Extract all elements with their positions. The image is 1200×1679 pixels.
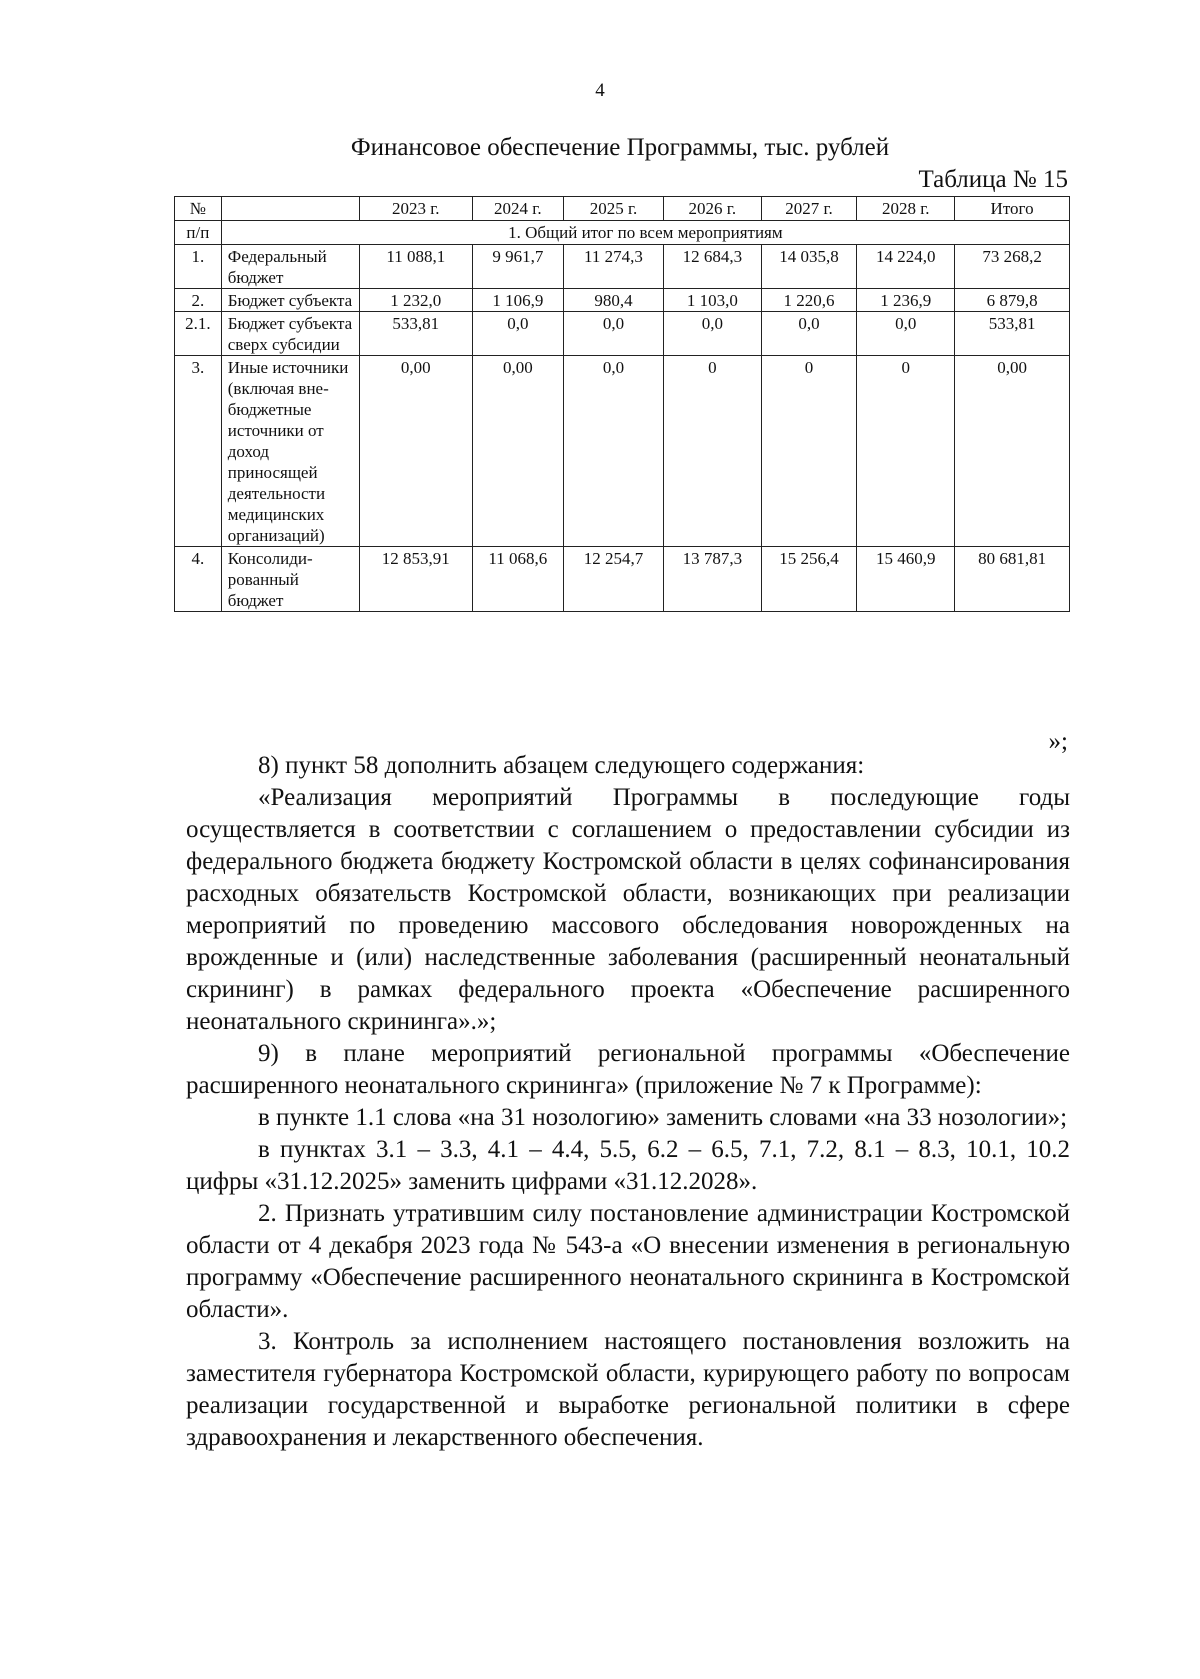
row-value: 11 274,3 bbox=[564, 245, 664, 289]
row-name: Федеральный бюджет bbox=[221, 245, 359, 289]
row-value: 0,0 bbox=[472, 312, 563, 356]
header-year-cell: 2023 г. bbox=[359, 197, 472, 221]
header-number-cell: № bbox=[175, 197, 222, 221]
row-value: 533,81 bbox=[359, 312, 472, 356]
row-value: 11 088,1 bbox=[359, 245, 472, 289]
row-value: 9 961,7 bbox=[472, 245, 563, 289]
row-value: 0,0 bbox=[857, 312, 955, 356]
paragraph: в пункте 1.1 слова «на 31 нозологию» заменить словами «на 33 нозологии»; bbox=[258, 1104, 1068, 1131]
row-value: 0,0 bbox=[564, 356, 664, 547]
row-value: 1 106,9 bbox=[472, 289, 563, 312]
row-value: 1 236,9 bbox=[857, 289, 955, 312]
row-value: 14 035,8 bbox=[761, 245, 857, 289]
paragraph: в пунктах 3.1 – 3.3, 4.1 – 4.4, 5.5, 6.2 – 6.5, 7.1, 7.2, 8.1 – 8.3, 10.1, 10.2 цифры «31.12.2025» заменить цифрами «31.12.2028». bbox=[186, 1136, 1070, 1195]
row-value: 1 232,0 bbox=[359, 289, 472, 312]
paragraph: 9) в плане мероприятий региональной программы «Обеспечение расширенного неонатального скрининга» (приложение № 7 к Программе): bbox=[186, 1040, 1070, 1099]
row-value: 15 460,9 bbox=[857, 547, 955, 612]
table-row bbox=[175, 356, 1070, 547]
table-title: Финансовое обеспечение Программы, тыс. рублей bbox=[350, 134, 890, 161]
header-year-cell: 2026 г. bbox=[663, 197, 761, 221]
paragraph: 3. Контроль за исполнением настоящего постановления возложить на заместителя губернатора Костромской области, курирующего работу по вопросам реализации государственной и выработке региональной политики в сфере здравоохранения и лекарственного обеспечения. bbox=[186, 1328, 1070, 1451]
paragraph: 8) пункт 58 дополнить абзацем следующего содержания: bbox=[258, 752, 865, 779]
row-total: 533,81 bbox=[955, 312, 1070, 356]
page-number: 4 bbox=[595, 80, 605, 101]
row-name: Иные источники (включая вне-бюджетные источники от доход приносящей деятельности медицинских организаций) bbox=[221, 356, 359, 547]
row-value: 14 224,0 bbox=[857, 245, 955, 289]
row-value: 11 068,6 bbox=[472, 547, 563, 612]
row-value: 0,0 bbox=[564, 312, 664, 356]
row-value: 980,4 bbox=[564, 289, 664, 312]
row-value: 0,0 bbox=[761, 312, 857, 356]
header-year-cell: 2028 г. bbox=[857, 197, 955, 221]
body-text bbox=[186, 750, 1070, 1454]
row-total: 6 879,8 bbox=[955, 289, 1070, 312]
row-number: 2. bbox=[175, 289, 222, 312]
row-value: 15 256,4 bbox=[761, 547, 857, 612]
row-value: 1 220,6 bbox=[761, 289, 857, 312]
row-number: 1. bbox=[175, 245, 222, 289]
row-total: 80 681,81 bbox=[955, 547, 1070, 612]
row-value: 0,0 bbox=[663, 312, 761, 356]
row-name: Бюджет субъекта сверх субсидии bbox=[221, 312, 359, 356]
table-row bbox=[175, 312, 1070, 356]
row-value: 12 254,7 bbox=[564, 547, 664, 612]
row-value: 12 684,3 bbox=[663, 245, 761, 289]
financing-table bbox=[174, 196, 1070, 612]
row-number: 3. bbox=[175, 356, 222, 547]
row-name: Бюджет субъекта bbox=[221, 289, 359, 312]
paragraph: 2. Признать утратившим силу постановление администрации Костромской области от 4 декабря 2023 года № 543-а «О внесении изменения в региональную программу «Обеспечение расширенного неонатального скрининга в Костромской области». bbox=[186, 1200, 1070, 1323]
row-name: Консолиди-рованный бюджет bbox=[221, 547, 359, 612]
closing-quote: »; bbox=[1048, 728, 1068, 755]
header-number-subcell: п/п bbox=[175, 221, 222, 245]
table-row bbox=[175, 547, 1070, 612]
row-number: 4. bbox=[175, 547, 222, 612]
row-value: 0,00 bbox=[359, 356, 472, 547]
row-total: 0,00 bbox=[955, 356, 1070, 547]
row-number: 2.1. bbox=[175, 312, 222, 356]
header-total-cell: Итого bbox=[955, 197, 1070, 221]
header-year-cell: 2024 г. bbox=[472, 197, 563, 221]
row-value: 13 787,3 bbox=[663, 547, 761, 612]
row-value: 12 853,91 bbox=[359, 547, 472, 612]
header-name-cell bbox=[221, 197, 359, 221]
row-value: 0 bbox=[663, 356, 761, 547]
header-year-cell: 2025 г. bbox=[564, 197, 664, 221]
table-section-row bbox=[175, 221, 1070, 245]
table-row bbox=[175, 289, 1070, 312]
table-row bbox=[175, 245, 1070, 289]
row-value: 0,00 bbox=[472, 356, 563, 547]
table-header-row bbox=[175, 197, 1070, 221]
row-value: 0 bbox=[761, 356, 857, 547]
table-label: Таблица № 15 bbox=[918, 166, 1068, 193]
header-year-cell: 2027 г. bbox=[761, 197, 857, 221]
paragraph: «Реализация мероприятий Программы в последующие годы осуществляется в соответствии с соглашением о предоставлении субсидии из федерального бюджета бюджету Костромской области в целях софинансирования расходных обязательств Костромской области, возникающих при реализации мероприятий по проведению массового обследования новорожденных на врожденные и (или) наследственные заболевания (расширенный неонатальный скрининг) в рамках федерального проекта «Обеспечение расширенного неонатального скрининга».»; bbox=[186, 784, 1070, 1035]
row-value: 1 103,0 bbox=[663, 289, 761, 312]
row-value: 0 bbox=[857, 356, 955, 547]
row-total: 73 268,2 bbox=[955, 245, 1070, 289]
section-title: 1. Общий итог по всем мероприятиям bbox=[221, 221, 1069, 245]
